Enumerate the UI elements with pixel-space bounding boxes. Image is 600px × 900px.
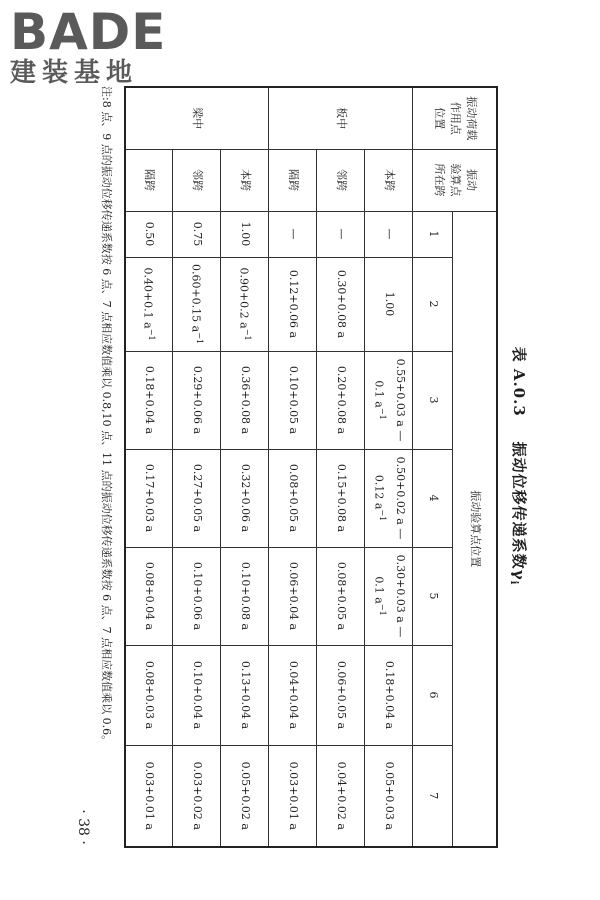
rotated-table-page	[76, 86, 536, 846]
span-label: 邻跨	[173, 149, 221, 211]
table-row	[269, 87, 317, 847]
table-cell: 0.36+0.08 a	[221, 351, 269, 449]
table-cell: 0.04+0.02 a	[317, 745, 365, 847]
table-row	[125, 87, 173, 847]
table-cell: 0.40+0.1 $a^{-1}$	[125, 257, 173, 351]
table-cell: 0.03+0.01 a	[269, 745, 317, 847]
table-cell: 0.20+0.08 a	[317, 351, 365, 449]
table-cell: 0.08+0.04 a	[125, 547, 173, 645]
header-col-1: 1	[413, 211, 453, 257]
table-cell: 0.75	[173, 211, 221, 257]
table-title-text: 振动位移传递系数	[510, 441, 528, 570]
header-col-3: 3	[413, 351, 453, 449]
table-cell: 0.30+0.08 a	[317, 257, 365, 351]
table-cell: 1.00	[365, 257, 413, 351]
table-cell: 0.27+0.05 a	[173, 449, 221, 547]
table-cell: 0.08+0.03 a	[125, 645, 173, 745]
header-span: 振动 验算点 所在跨	[413, 149, 497, 211]
bade-logo	[4, 4, 184, 90]
table-cell: 0.10+0.06 a	[173, 547, 221, 645]
table-cell: 0.10+0.05 a	[269, 351, 317, 449]
table-cell: 0.03+0.02 a	[173, 745, 221, 847]
header-col-6: 6	[413, 645, 453, 745]
table-row	[173, 87, 221, 847]
table-row	[221, 87, 269, 847]
table-cell: —	[365, 211, 413, 257]
span-label: 隔跨	[125, 149, 173, 211]
table-row	[317, 87, 365, 847]
table-cell: 0.17+0.03 a	[125, 449, 173, 547]
table-cell: 0.55+0.03 a — 0.1 $a^{-1}$	[365, 351, 413, 449]
table-title	[502, 86, 536, 846]
table-cell: 0.08+0.05 a	[269, 449, 317, 547]
header-col-7: 7	[413, 745, 453, 847]
table-cell: 0.12+0.06 a	[269, 257, 317, 351]
table-row	[365, 87, 413, 847]
table-cell: —	[269, 211, 317, 257]
table-cell: 0.29+0.06 a	[173, 351, 221, 449]
group-label-beam: 梁中	[125, 87, 269, 149]
table-cell: 0.60+0.15 $a^{-1}$	[173, 257, 221, 351]
table-cell: 0.06+0.04 a	[269, 547, 317, 645]
group-label-slab: 板中	[269, 87, 413, 149]
span-label: 本跨	[365, 149, 413, 211]
table-cell: 0.18+0.04 a	[365, 645, 413, 745]
table-cell: 0.18+0.04 a	[125, 351, 173, 449]
table-cell: 0.10+0.08 a	[221, 547, 269, 645]
table-cell: 0.50	[125, 211, 173, 257]
table-cell: —	[317, 211, 365, 257]
header-col-2: 2	[413, 257, 453, 351]
header-group: 振动验算点位置	[453, 211, 497, 847]
span-label: 邻跨	[317, 149, 365, 211]
logo-wordmark: BADE	[10, 3, 167, 61]
table-cell: 0.03+0.01 a	[125, 745, 173, 847]
table-cell: 0.90+0.2 $a^{-1}$	[221, 257, 269, 351]
span-label: 隔跨	[269, 149, 317, 211]
table-cell: 0.08+0.05 a	[317, 547, 365, 645]
table-cell: 0.05+0.02 a	[221, 745, 269, 847]
transfer-coefficient-table	[124, 86, 498, 848]
table-label: 表 A.0.3	[510, 346, 528, 417]
span-label: 本跨	[221, 149, 269, 211]
table-cell: 0.05+0.03 a	[365, 745, 413, 847]
table-cell: 0.13+0.04 a	[221, 645, 269, 745]
table-cell: 0.04+0.04 a	[269, 645, 317, 745]
table-footnote: 注:8 点、9 点的振动位移传递系数按 6 点、7 点相应数值乘以 0.8,10 点、11 点的振动位移传递系数按 6 点、7 点相应数值乘以 0.6。	[100, 86, 113, 747]
logo-subtitle: 建装基地	[10, 58, 139, 88]
table-cell: 1.00	[221, 211, 269, 257]
table-cell: 0.32+0.06 a	[221, 449, 269, 547]
table-cell: 0.15+0.08 a	[317, 449, 365, 547]
header-col-5: 5	[413, 547, 453, 645]
header-load-point: 振动荷载 作用点 位置	[413, 87, 497, 149]
table-cell: 0.06+0.05 a	[317, 645, 365, 745]
table-cell: 0.30+0.03 a — 0.1 $a^{-1}$	[365, 547, 413, 645]
table-cell: 0.10+0.04 a	[173, 645, 221, 745]
table-title-subscript: i	[508, 580, 519, 586]
table-cell: 0.50+0.02 a — 0.12 $a^{-1}$	[365, 449, 413, 547]
header-col-4: 4	[413, 449, 453, 547]
table-title-symbol: γ	[510, 569, 528, 581]
page-number: · 38 ·	[75, 809, 91, 845]
